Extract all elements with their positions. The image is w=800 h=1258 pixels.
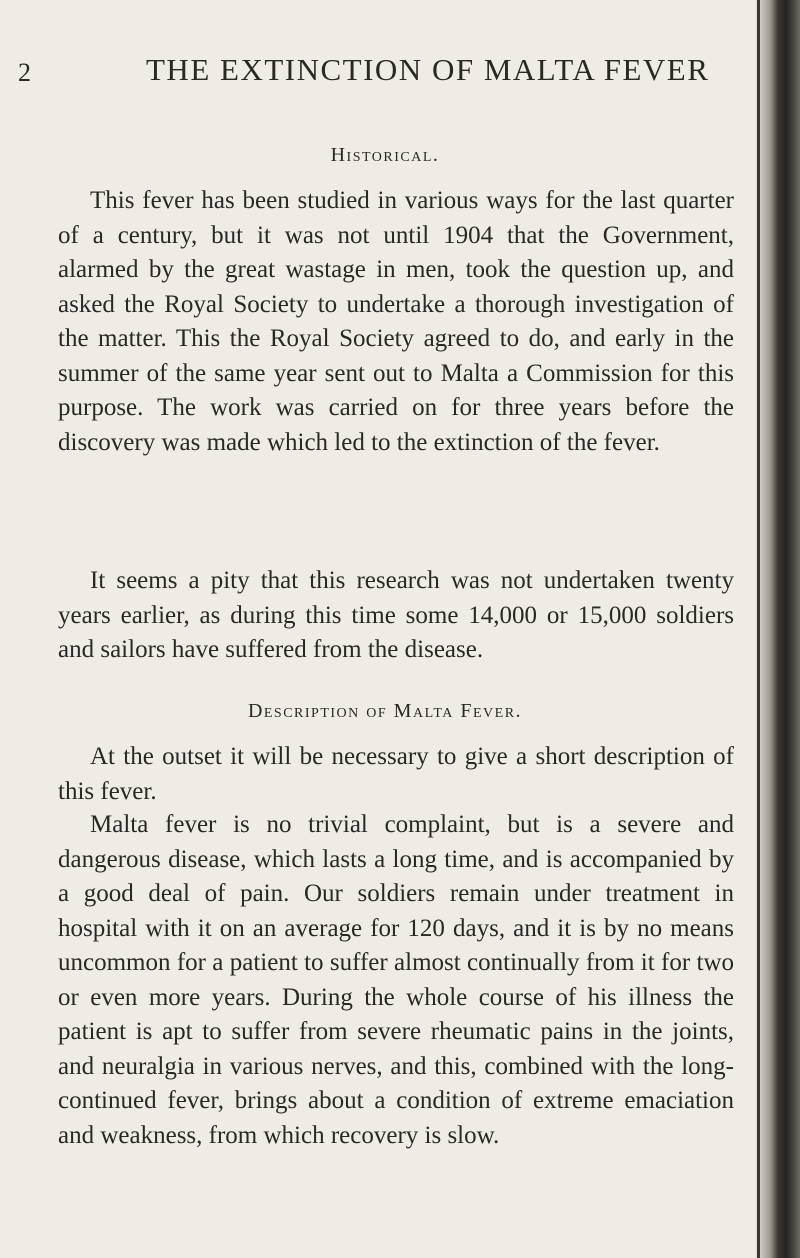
paragraph: It seems a pity that this research was not undertaken twenty years earlier, as during this time some 14,000 or 15,000 soldiers and sailors have suffered from the disease. xyxy=(58,567,734,663)
section-heading-description: Description of Malta Fever. xyxy=(247,700,523,722)
book-title: THE EXTINCTION OF MALTA FEVER xyxy=(146,52,710,87)
running-head xyxy=(18,52,738,92)
paragraph: Malta fever is no trivial complaint, but is a severe and dangerous disease, which lasts a long time, and is accompanied by a good deal of pain. Our soldiers remain under treatment in hospital with it on an average for 120 days, and it is by no means uncommon for a patient to suffer almost continually from it for two or even more years. During the whole course of his illness the patient is apt to suffer from severe rheumatic pains in the joints, and neuralgia in various nerves, and this, combined with the long-continued fever, brings about a condition of extreme emaciation and weakness, from which recovery is slow. xyxy=(58,811,734,1149)
page-number: 2 xyxy=(18,58,31,87)
paragraph: This fever has been studied in various ways for the last quarter of a century, but it was not until 1904 that the Government, alarmed by the great wastage in men, took the question up, and asked the Royal Society to undertake a thorough investigation of the matter. This the Royal Society agreed to do, and early in the summer of the same year sent out to Malta a Commission for this purpose. The work was carried on for three years before the discovery was made which led to the extinction of the fever. xyxy=(58,187,734,456)
section-heading-historical: Historical. xyxy=(330,144,440,166)
paragraph: At the outset it will be necessary to give a short description of this fever. xyxy=(58,743,734,805)
book-spine-shadow xyxy=(756,0,800,1258)
page-edge-line xyxy=(757,0,760,1258)
